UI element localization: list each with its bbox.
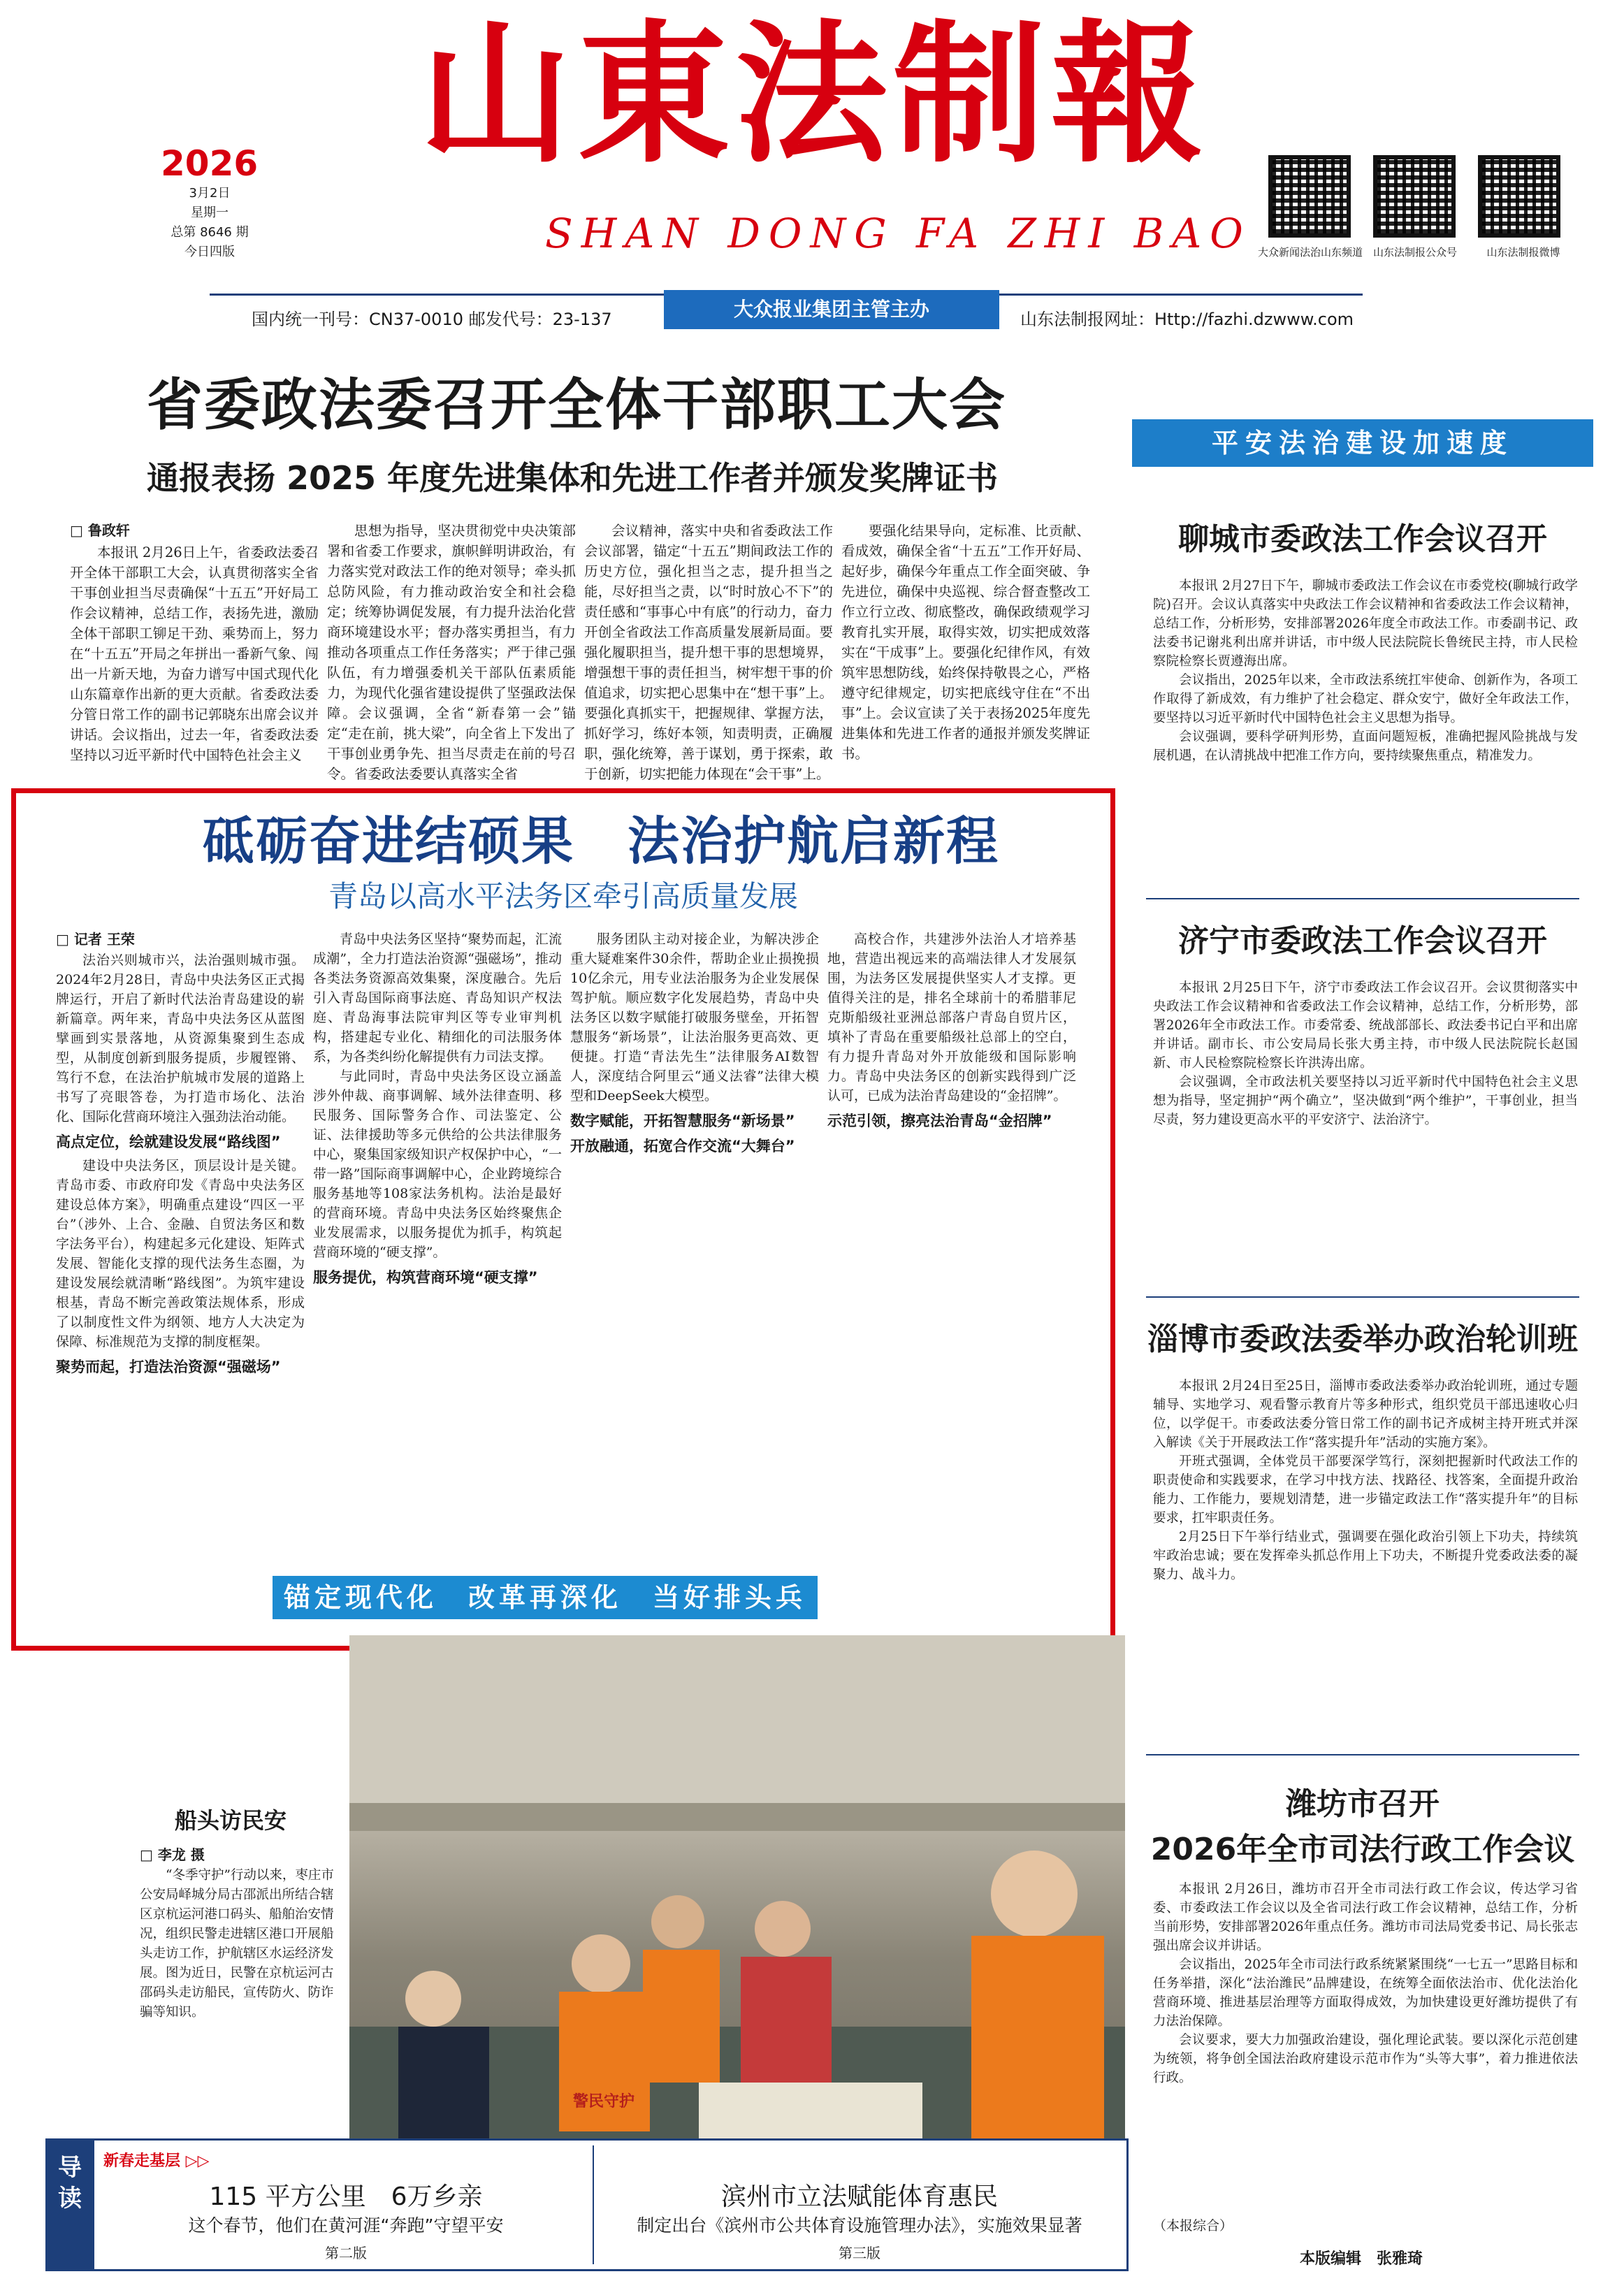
guide-section: 新春走基层	[103, 2152, 181, 2170]
lead-paragraph: 本报讯 2月26日上午，省委政法委召开全体干部职工大会，认真贯彻落实全省干事创业担当尽责确保“十五五”开好局工作会议精神，总结工作，表扬先进，激励全体干部职工铆足干劲、乘势而上，努力在“十五五”开局之年拼出一番新气象、闯出一片新天地，为奋力谱写中国式现代化山东篇章作出新的更大贡献。省委政法委分管日常工作的副书记郭晓东出席会议并讲话。会议指出，过去一年，省委政法委坚持以习近平新时代中国特色社会主义	[70, 544, 319, 763]
story-body-jining	[1153, 978, 1578, 1223]
info-bar	[210, 294, 1363, 331]
feature-subhead: 服务提优，构筑营商环境“硬支撑”	[313, 1269, 538, 1286]
issue-year: 2026	[161, 143, 259, 184]
feature-paragraph: 法治兴则城市兴，法治强则城市强。2024年2月28日，青岛中央法务区正式揭牌运行，开启了新时代法治青岛建设的崭新篇章。两年来，青岛中央法务区从蓝图擘画到实景落地，从资源集聚到生态成型，从制度创新到服务提质，步履铿锵、笃行不怠，在法治护航城市发展的道路上书写了亮眼答卷，为打造市场化、法治化、国际化营商环境注入强劲法治动能。	[56, 953, 305, 1124]
masthead-pinyin: SHAN DONG FA ZHI BAO	[545, 210, 1252, 257]
story-title-weifang[interactable]: 潍坊市召开	[1286, 1786, 1440, 1822]
story-paragraph: 会议强调，要科学研判形势，直面问题短板，准确把握风险挑战与发展机遇，在认清挑战中把准工作方向，要持续聚焦重点，精准发力。	[1153, 730, 1578, 763]
qr-label-weibo: 山东法制报微博	[1486, 246, 1560, 259]
story-paragraph: 会议指出，2025年全市司法行政系统紧紧围绕“一七五一”思路目标和任务举措，深化“法治潍民”品牌建设，在统筹全面依法治市、优化法治化营商环境、推进基层治理等方面取得成效，为加快建设更好潍坊提供了有力法治保障。	[1153, 1957, 1578, 2029]
story-divider	[1146, 1754, 1579, 1755]
story-title-zibo[interactable]: 淄博市委政法委举办政治轮训班	[1147, 1321, 1578, 1357]
guide-item-subtitle[interactable]: 这个春节，他们在黄河涯“奔跑”守望平安	[188, 2215, 504, 2236]
story-paragraph: 开班式强调，全体党员干部要深学笃行，深刻把握新时代政法工作的职责使命和实践要求，在学习中找方法、找路径、找答案，全面提升政治能力、工作能力，要规划清楚，进一步锚定政法工作“落实提升年”的目标要求，扛牢职责任务。	[1153, 1454, 1578, 1526]
page-editor: 本版编辑 张雅琦	[1300, 2250, 1423, 2268]
news-photo	[349, 1635, 1125, 2173]
masthead-title: 山東法制報	[419, 5, 1209, 184]
issue-weekday: 星期一	[191, 205, 229, 220]
story-paragraph: 本报讯 2月24日至25日，淄博市委政法委举办政治轮训班，通过专题辅导、实地学习、观看警示教育片等多种形式，组织党员干部迅速收心归位，以学促干。市委政法委分管日常工作的副书记齐成树主持开班式并深入解读《关于开展政法工作“落实提升年”活动的实施方案》。	[1153, 1379, 1578, 1450]
feature-column-2	[313, 929, 562, 1558]
guide-label: 导读	[58, 2154, 82, 2213]
story-body-liaocheng	[1153, 577, 1578, 891]
issue-pages: 今日四版	[184, 245, 235, 259]
feature-paragraph: 青岛中央法务区坚持“聚势而起，汇流成潮”，全力打造法治资源“强磁场”，推动各类法务资源高效集聚，深度融合。先后引入青岛国际商事法庭、青岛知识产权法庭、青岛海事法院审判区等专业审判机构，搭建起专业化、精细化的司法服务体系，为各类纠纷化解提供有力司法支撑。	[313, 932, 562, 1064]
story-body-zibo	[1153, 1377, 1578, 1691]
story-paragraph: 会议指出，2025年以来，全市政法系统扛牢使命、创新作为，各项工作取得了新成效，有力维护了社会稳定、群众安宁，做好全年政法工作，要坚持以习近平新时代中国特色社会主义思想为指导。	[1153, 673, 1578, 725]
photo-byline: □ 李龙 摄	[140, 1846, 205, 1863]
double-chevron-icon: ▷▷	[180, 2152, 210, 2170]
feature-slogan-banner: 锚定现代化 改革再深化 当好排头兵	[273, 1576, 818, 1619]
story-title-weifang-line2[interactable]: 2026年全市司法行政工作会议	[1150, 1832, 1575, 1867]
guide-item-page[interactable]: 第三版	[839, 2245, 880, 2261]
guide-item-title[interactable]: 滨州市立法赋能体育惠民	[720, 2182, 998, 2211]
website-link[interactable]: 山东法制报网址：Http://fazhi.dzwww.com	[1020, 310, 1354, 329]
feature-byline: □ 记者 王荣	[56, 931, 135, 948]
guide-item-subtitle[interactable]: 制定出台《滨州市公共体育设施管理办法》，实施效果显著	[637, 2215, 1082, 2236]
qr-label-wechat: 山东法制报公众号	[1372, 246, 1457, 259]
feature-subhead: 高点定位，绘就建设发展“路线图”	[56, 1134, 281, 1150]
lead-paragraph: 思想为指导，坚决贯彻党中央决策部署和省委工作要求，旗帜鲜明讲政治，有力落实党对政法工作的绝对领导；牵头抓总防风险，有力推动政治安全和社会稳定；统筹协调促发展，有力提升法治化营商环境建设水平；督办落实勇担当，有力推动各项重点工作任务落实；严于律己强队伍，有力增强委机关干部队伍素质能力，为现代化强省建设提供了坚强政法保障。会议强调，全省“新春第一会”锚定“走在前，挑大梁”，向全省上下发出了干事创业勇争先、担当尽责走在前的号召令。省委政法委要认真落实全省	[327, 523, 576, 782]
guide-item-page[interactable]: 第二版	[325, 2245, 367, 2261]
lead-column-3	[584, 521, 833, 786]
lead-paragraph: 会议精神，落实中央和省委政法工作会议部署，锚定“十五五”期间政法工作的历史方位，强化担当之志，提升担当之能，尽好担当之责，以“时时放心不下”的责任感和“事事心中有底”的行动力，奋力开创全省政法工作高质量发展新局面。要强化履职担当，提升想干事的思想境界，增强想干事的责任担当，树牢想干事的价值追求，切实把心思集中在“想干事”上。要强化真抓实干，把握规律、掌握方法，抓好学习，练好本领，知责明责，正确履职，强化统筹，善于谋划，勇于探索，敢于创新，切实把能力体现在“会干事”上。	[584, 523, 833, 782]
qr-code-icon	[1268, 155, 1351, 238]
feature-column-3	[570, 929, 819, 1558]
feature-headline[interactable]: 砥砺奋进结硕果 法治护航启新程	[203, 811, 999, 871]
publisher-banner: 大众报业集团主管主办	[664, 290, 999, 329]
qr-code-weibo[interactable]	[1478, 155, 1560, 238]
lead-byline: □ 鲁政轩	[70, 522, 130, 539]
story-paragraph: 会议强调，全市政法机关要坚持以习近平新时代中国特色社会主义思想为指导，坚定拥护“两个确立”，坚决做到“两个维护”，干事创业，担当尽责，努力建设更高水平的平安济宁、法治济宁。	[1153, 1075, 1578, 1127]
story-paragraph: 本报讯 2月27日下午，聊城市委政法工作会议在市委党校(聊城行政学院)召开。会议认真落实中央政法工作会议精神和省委政法工作会议精神，总结工作，分析形势，安排部署2026年度全市政法工作。市委副书记、政法委书记谢兆利出席并讲话，市中级人民法院院长鲁统民主持，市人民检察院检察长贾遵海出席。	[1153, 579, 1578, 669]
section-banner: 平安法治建设加速度	[1132, 419, 1593, 467]
lead-column-1	[70, 521, 319, 786]
feature-column-4	[827, 929, 1076, 1558]
guide-item-title[interactable]: 115 平方公里 6万乡亲	[209, 2182, 483, 2211]
feature-subhead: 聚势而起，打造法治资源“强磁场”	[56, 1359, 281, 1375]
story-divider	[1146, 898, 1579, 899]
lead-paragraph: 要强化结果导向，定标准、比贡献、看成效，确保全省“十五五”工作开好局、起好步，确保今年重点工作全面突破、争先进位，确保中央巡视、综合督查整改工作立行立改、彻底整改，确保政绩观学习教育扎实开展，取得实效，切实把成效落实在“干成事”上。要强化纪律作风，有效筑牢思想防线，始终保持敬畏之心，严格遵守纪律规定，切实把底线守住在“不出事”上。会议宣读了关于表扬2025年度先进集体和先进工作者的通报并颁发奖牌证书。	[841, 523, 1090, 762]
date-block	[161, 143, 259, 262]
story-source: （本报综合）	[1153, 2218, 1233, 2233]
feature-paragraph: 建设中央法务区，顶层设计是关键。青岛市委、市政府印发《青岛中央法务区建设总体方案》，明确重点建设“四区一平台”（涉外、上合、金融、自贸法务区和数字法务平台），构建起多元化建设、矩阵式发展、智能化支撑的现代法务生态圈，为建设发展绘就清晰“路线图”。为筑牢建设根基，青岛不断完善政策法规体系，形成了以制度性文件为纲领、地方人大决定为保障、标准规范为支撑的制度框架。	[56, 1158, 305, 1349]
feature-subheadline: 青岛以高水平法务区牵引高质量发展	[328, 879, 799, 913]
boat-sign: 警民守护	[573, 2093, 635, 2110]
story-body-weifang	[1153, 1880, 1578, 2208]
issue-date: 3月2日	[189, 186, 231, 201]
feature-paragraph: 高校合作，共建涉外法治人才培养基地，营造出视远来的高端法律人才发展氛围，为法务区发展提供坚实人才支撑。更值得关注的是，排名全球前十的希腊菲尼克斯船级社亚洲总部落户青岛自贸片区，填补了青岛在重要船级社总部上的空白，有力提升青岛对外开放能级和国际影响力。青岛中央法务区的创新实践得到广泛认可，已成为法治青岛建设的“金招牌”。	[827, 932, 1076, 1103]
story-paragraph: 2月25日下午举行结业式，强调要在强化政治引领上下功夫，持续筑牢政治忠诚；要在发挥牵头抓总作用上下功夫，不断提升党委政法委的凝聚力、战斗力。	[1153, 1530, 1578, 1582]
publication-codes: 国内统一刊号：CN37-0010 邮发代号：23-137	[252, 310, 612, 329]
feature-paragraph: 服务团队主动对接企业，为解决涉企重大疑难案件30余件，帮助企业止损挽损10亿余元，用专业法治服务为企业发展保驾护航。顺应数字化发展趋势，青岛中央法务区以数字赋能打破服务壁垒，开拓智慧服务“新场景”，让法治服务更高效、更便捷。打造“青法先生”法律服务AI数智人，深度结合阿里云“通义法睿”法律大模型和DeepSeek大模型。	[570, 932, 819, 1103]
issue-number: 总第 8646 期	[171, 225, 249, 240]
lead-column-2	[327, 521, 576, 786]
feature-paragraph: 与此同时，青岛中央法务区设立涵盖涉外仲裁、商事调解、域外法律查明、移民服务、国际警务合作、司法鉴定、公证、法律援助等多元供给的公共法律服务中心，聚集国家级知识产权保护中心，“一带一路”国际商事调解中心，企业跨境综合服务基地等108家法务机构。法治是最好的营商环境。青岛中央法务区始终聚焦企业发展需求，以服务提优为抓手，构筑起营商环境的“硬支撑”。	[313, 1069, 562, 1260]
qr-label-news: 大众新闻法治山东频道	[1257, 246, 1363, 259]
guide-divider	[593, 2145, 594, 2264]
photo-caption-text: “冬季守护”行动以来，枣庄市公安局峄城分局古邵派出所结合辖区京杭运河港口码头、船舶治安情况，组织民警走进辖区港口开展船头走访工作，护航辖区水运经济发展。图为近日，民警在京杭运河古邵码头走访船民，宣传防火、防诈骗等知识。	[140, 1868, 334, 2020]
photo-caption	[140, 1845, 335, 2022]
photo-caption-title[interactable]: 船头访民安	[175, 1807, 287, 1834]
feature-subhead: 数字赋能，开拓智慧服务“新场景”	[570, 1113, 795, 1129]
feature-column-1	[56, 929, 305, 1558]
story-title-liaocheng[interactable]: 聊城市委政法工作会议召开	[1178, 521, 1547, 557]
story-title-jining[interactable]: 济宁市委政法工作会议召开	[1178, 923, 1547, 959]
lead-subheadline: 通报表扬 2025 年度先进集体和先进工作者并颁发奖牌证书	[147, 459, 999, 497]
qr-code-wechat[interactable]	[1373, 155, 1456, 238]
feature-subhead: 开放融通，拓宽合作交流“大舞台”	[570, 1138, 795, 1154]
qr-code-news[interactable]	[1268, 155, 1351, 238]
story-paragraph: 本报讯 2月25日下午，济宁市委政法工作会议召开。会议贯彻落实中央政法工作会议精神和省委政法工作会议精神，总结工作，分析形势，部署2026年全市政法工作。市委常委、统战部部长、政法委书记白平和出席并讲话。副市长、市公安局局长张大勇主持，市中级人民法院院长赵国新、市人民检察院检察长许洪涛出席。	[1153, 980, 1578, 1071]
story-paragraph: 本报讯 2月26日，潍坊市召开全市司法行政工作会议，传达学习省委、市委政法工作会议以及全省司法行政工作会议精神，总结工作，分析当前形势，安排部署2026年重点任务。潍坊市司法局党委书记、局长张志强出席会议并讲话。	[1153, 1882, 1578, 1953]
story-paragraph: 会议要求，要大力加强政治建设，强化理论武装。要以深化示范创建为统领，将争创全国法治政府建设示范市作为“头等大事”，着力推进依法行政。	[1153, 2033, 1578, 2085]
lead-headline[interactable]: 省委政法委召开全体干部职工大会	[147, 372, 1006, 437]
feature-subhead: 示范引领，擦亮法治青岛“金招牌”	[827, 1113, 1052, 1129]
guide-section-label	[103, 2149, 210, 2171]
story-divider	[1146, 1296, 1579, 1298]
lead-column-4	[841, 521, 1090, 786]
qr-code-icon	[1478, 155, 1560, 238]
photo-illustration	[349, 1635, 1125, 2173]
qr-code-icon	[1373, 155, 1456, 238]
